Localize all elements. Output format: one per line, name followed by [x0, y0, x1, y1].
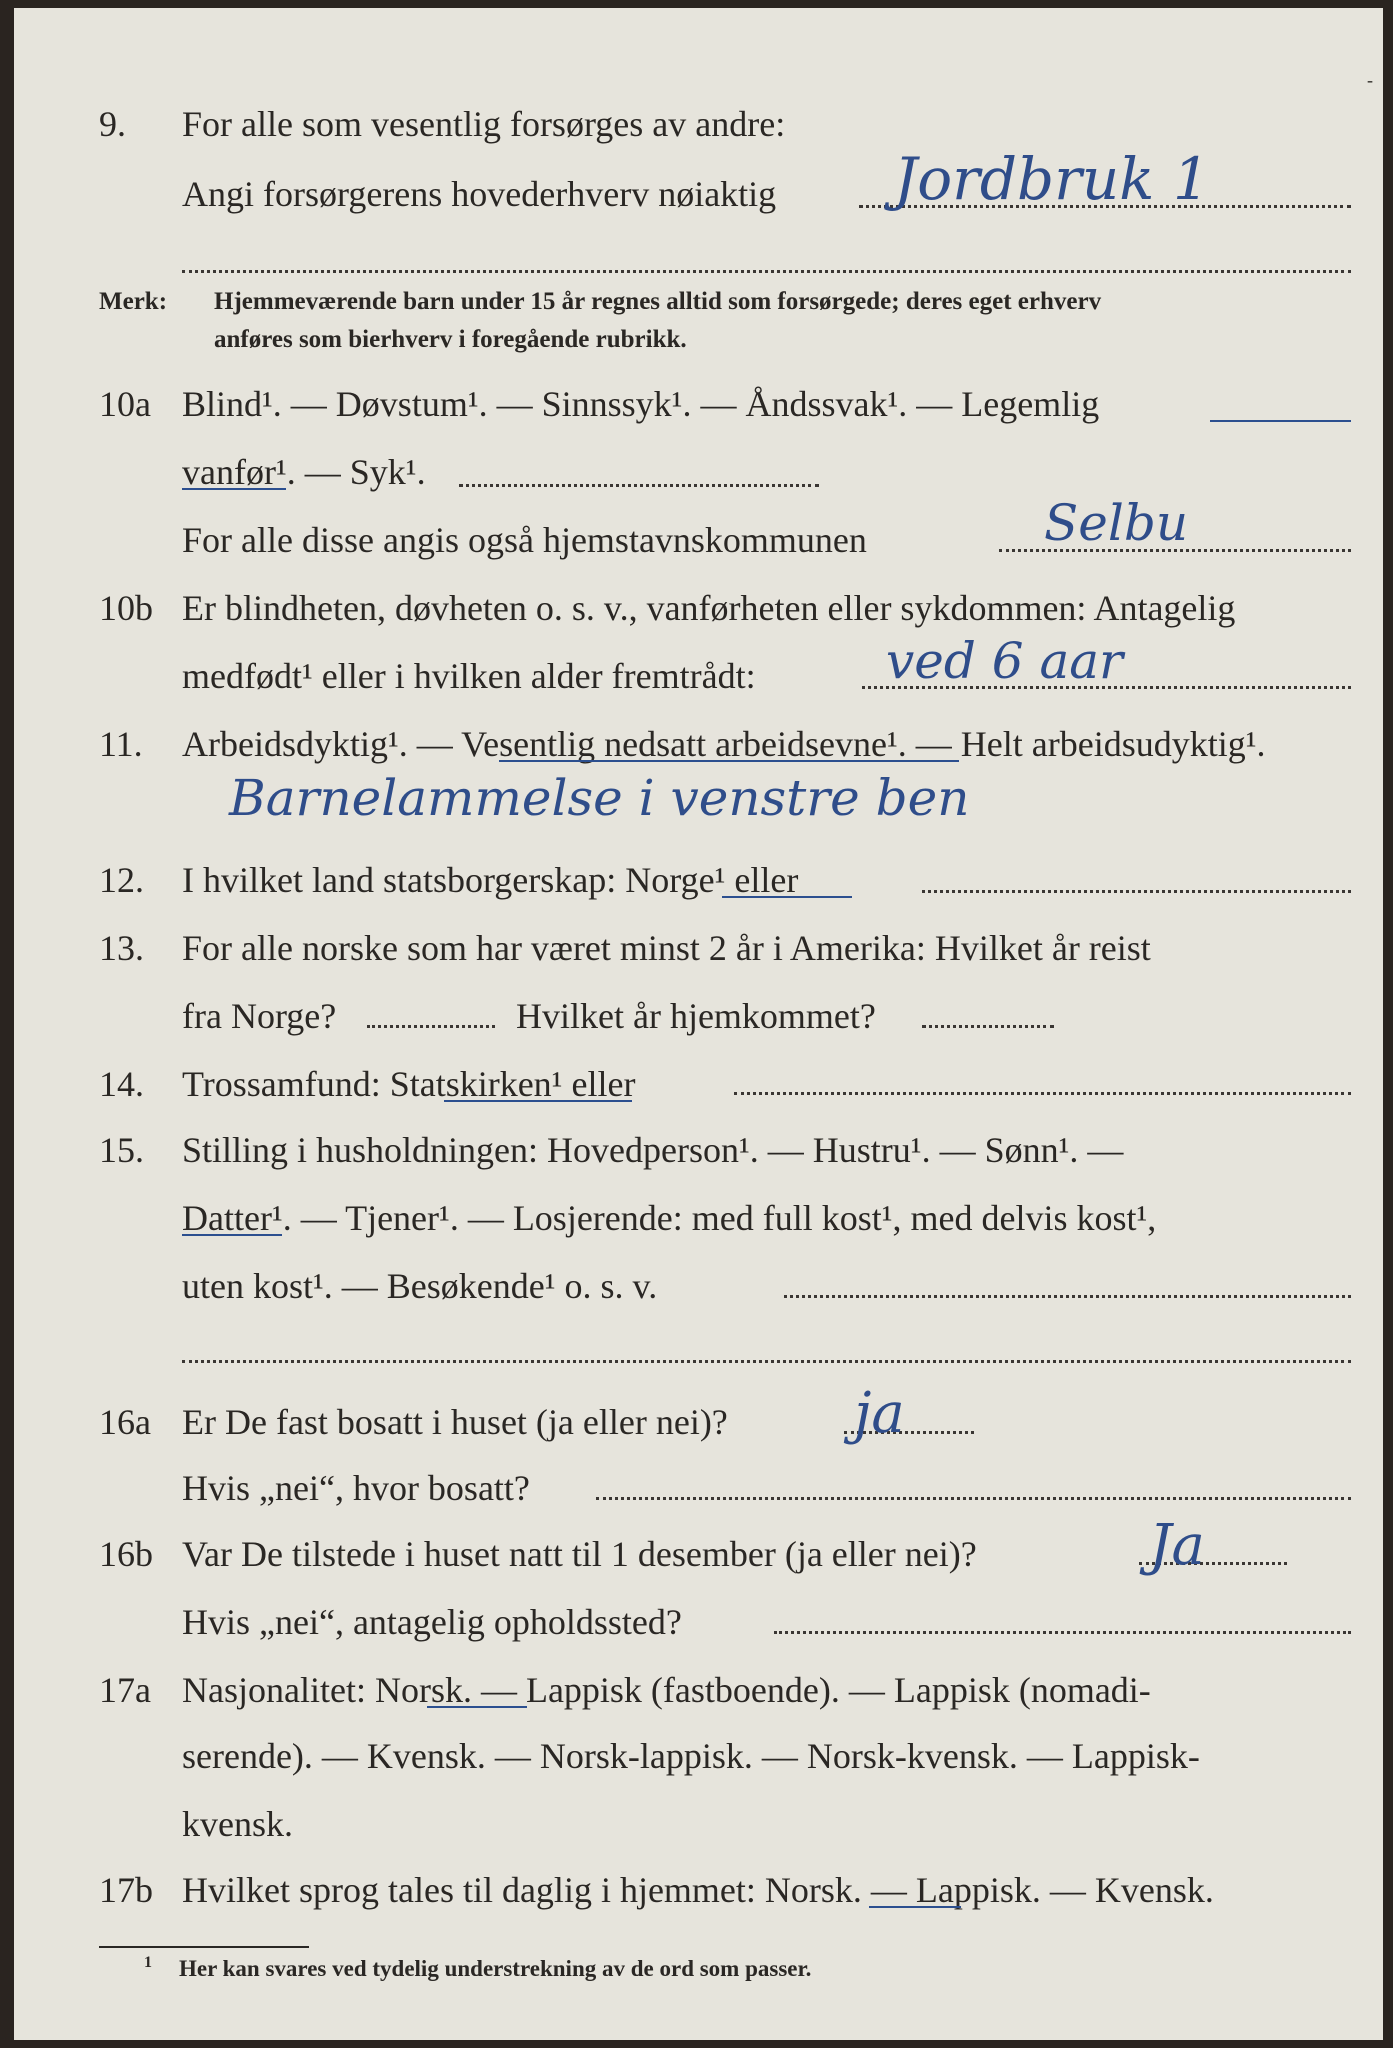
item-9-handwritten-answer: Jordbruk 1	[894, 145, 1210, 213]
item-15-line1: Stilling i husholdningen: Hovedperson¹. — Hustru¹. — Sønn¹. —	[182, 1130, 1124, 1170]
item-14-number: 14.	[99, 1064, 144, 1104]
item-16b-number: 16b	[99, 1534, 153, 1574]
census-form-page	[14, 8, 1383, 2040]
item-14-line1: Trossamfund: Statskirken¹ eller	[182, 1064, 636, 1104]
item-15-line2: Datter¹. — Tjener¹. — Losjerende: med full kost¹, med delvis kost¹,	[182, 1198, 1157, 1238]
item-10b-handwritten-answer: ved 6 aar	[886, 632, 1123, 690]
item-15-answer-line	[784, 1295, 1351, 1298]
item-13-line2b: Hvilket år hjemkommet?	[516, 996, 876, 1036]
item-13-line2a: fra Norge?	[182, 996, 337, 1036]
item-16a-number: 16a	[99, 1402, 151, 1442]
item-9-extra-line	[182, 270, 1351, 273]
item-14-answer-line	[734, 1092, 1351, 1095]
item-9-line2: Angi forsørgerens hovederhverv nøiaktig	[182, 174, 777, 214]
footnote-marker: 1	[144, 1954, 152, 1971]
item-17b-line1: Hvilket sprog tales til daglig i hjemmet: Norsk. — Lappisk. — Kvensk.	[182, 1870, 1214, 1910]
item-17b-number: 17b	[99, 1870, 153, 1910]
item-16a-handwritten-answer: ja	[854, 1381, 905, 1446]
item-17a-number: 17a	[99, 1670, 151, 1710]
item-11-number: 11.	[99, 724, 143, 764]
item-12-line1: I hvilket land statsborgerskap: Norge¹ eller	[182, 860, 799, 900]
item-10a-handwritten-answer: Selbu	[1044, 494, 1189, 552]
underline-vanfor	[182, 488, 286, 490]
item-15-line3: uten kost¹. — Besøkende¹ o. s. v.	[182, 1266, 658, 1306]
item-17a-line2: serende). — Kvensk. — Norsk-lappisk. — Norsk-kvensk. — Lappisk-	[182, 1736, 1200, 1776]
item-16b-line1: Var De tilstede i huset natt til 1 desember (ja eller nei)?	[182, 1534, 977, 1574]
item-13-reist-line	[367, 1025, 495, 1028]
item-10a-line1: Blind¹. — Døvstum¹. — Sinnssyk¹. — Åndssvak¹. — Legemlig	[182, 384, 1100, 424]
corner-mark: -	[1367, 70, 1373, 90]
item-10a-number: 10a	[99, 384, 151, 424]
underline-datter	[182, 1234, 282, 1236]
item-16a-bosatt-line	[596, 1497, 1351, 1500]
item-12-answer-line	[922, 890, 1351, 893]
item-10a-syk-line	[459, 484, 819, 487]
note-line2: anføres som bierhverv i foregående rubrikk.	[214, 326, 687, 353]
note-label: Merk:	[99, 288, 168, 315]
underline-statskirken	[444, 1100, 632, 1102]
item-9-line1: For alle som vesentlig forsørges av andre:	[182, 104, 786, 144]
footnote-rule	[99, 1946, 309, 1948]
note-line1: Hjemmeværende barn under 15 år regnes alltid som forsørgede; deres eget erhverv	[214, 288, 1102, 315]
item-10b-number: 10b	[99, 588, 153, 628]
item-16b-opholdssted-line	[774, 1631, 1351, 1634]
underline-norsk-17a	[427, 1706, 527, 1708]
item-16b-handwritten-answer: Ja	[1149, 1513, 1205, 1578]
footnote-text: Her kan svares ved tydelig understrekning av de ord som passer.	[179, 1956, 812, 1981]
item-13-number: 13.	[99, 928, 144, 968]
item-11-handwritten-answer: Barnelammelse i venstre ben	[229, 769, 970, 827]
item-16a-line2: Hvis „nei“, hvor bosatt?	[182, 1468, 530, 1508]
item-17a-line1: Nasjonalitet: Norsk. — Lappisk (fastboende). — Lappisk (nomadi-	[182, 1670, 1151, 1710]
underline-norsk-17b	[869, 1906, 961, 1908]
item-15-extra-line	[182, 1360, 1351, 1363]
item-10a-line3: For alle disse angis også hjemstavnskommunen	[182, 520, 867, 560]
item-10b-line2: medfødt¹ eller i hvilken alder fremtrådt:	[182, 656, 756, 696]
item-13-hjemkommet-line	[922, 1025, 1054, 1028]
underline-legemlig	[1210, 420, 1351, 422]
item-17a-line3: kvensk.	[182, 1804, 293, 1844]
item-9-number: 9.	[99, 104, 126, 144]
item-16a-line1: Er De fast bosatt i huset (ja eller nei)?	[182, 1402, 728, 1442]
item-12-number: 12.	[99, 860, 144, 900]
item-11-line1: Arbeidsdyktig¹. — Vesentlig nedsatt arbeidsevne¹. — Helt arbeidsudyktig¹.	[182, 724, 1266, 764]
item-15-number: 15.	[99, 1130, 144, 1170]
item-16b-line2: Hvis „nei“, antagelig opholdssted?	[182, 1602, 682, 1642]
item-10b-line1: Er blindheten, døvheten o. s. v., vanførheten eller sykdommen: Antagelig	[182, 588, 1236, 628]
item-13-line1: For alle norske som har været minst 2 år i Amerika: Hvilket år reist	[182, 928, 1151, 968]
item-10a-line2: vanfør¹. — Syk¹.	[182, 452, 426, 492]
underline-vesentlig-nedsatt	[499, 760, 959, 762]
underline-norge	[722, 896, 852, 898]
